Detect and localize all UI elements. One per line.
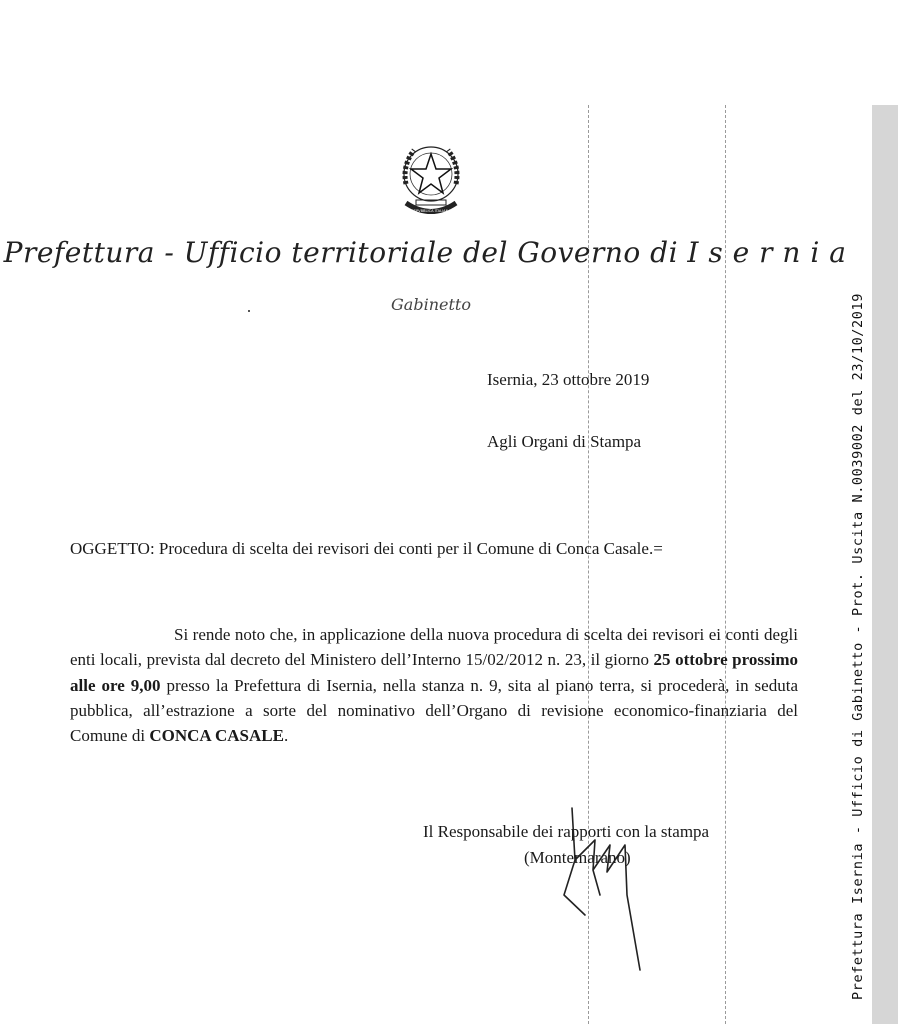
body-text-3: . [283, 726, 289, 746]
body-text-1: Si rende noto che, in applicazione della nuova procedura di scelta dei revisori ei conti degli enti locali, prevista dal decreto del Ministero dell’Interno 15/02/2012 n. 23, il giorno [70, 625, 798, 670]
handwritten-signature [555, 800, 665, 975]
office-heading: Prefettura - Ufficio territoriale del Governo di I s e r n i a [3, 236, 847, 269]
scan-speck [248, 310, 250, 312]
svg-text:REPVBBLICA ITALIANA: REPVBBLICA ITALIANA [411, 209, 451, 213]
italian-republic-emblem-icon [396, 140, 466, 218]
protocol-strip [872, 105, 898, 1024]
body-text-2: presso la Prefettura di Isernia, nella stanza n. 9, sita al piano terra, si procederà, in seduta pubblica, all’estrazione a sorte del nominativo dell’Organo di revisione economico-finanziaria del Comune di [70, 675, 798, 746]
subject-line: OGGETTO: Procedura di scelta dei revisori dei conti per il Comune di Conca Casale.= [70, 539, 663, 558]
signer-name: (Montemarano) [524, 848, 631, 867]
recipient: Agli Organi di Stampa [487, 432, 642, 451]
protocol-stamp: Prefettura Isernia - Ufficio di Gabinetto - Prot. Uscita N.0039002 del 23/10/2019 [850, 293, 866, 1000]
signer-title: Il Responsabile dei rapporti con la stampa [423, 822, 710, 841]
department-heading: Gabinetto [391, 295, 471, 314]
date-line: Isernia, 23 ottobre 2019 [487, 370, 650, 389]
body-bold-municipality: CONCA CASALE [149, 726, 284, 746]
body-paragraph [70, 622, 798, 748]
body-bold-date: 25 ottobre prossimo alle ore 9,00 [70, 650, 798, 695]
